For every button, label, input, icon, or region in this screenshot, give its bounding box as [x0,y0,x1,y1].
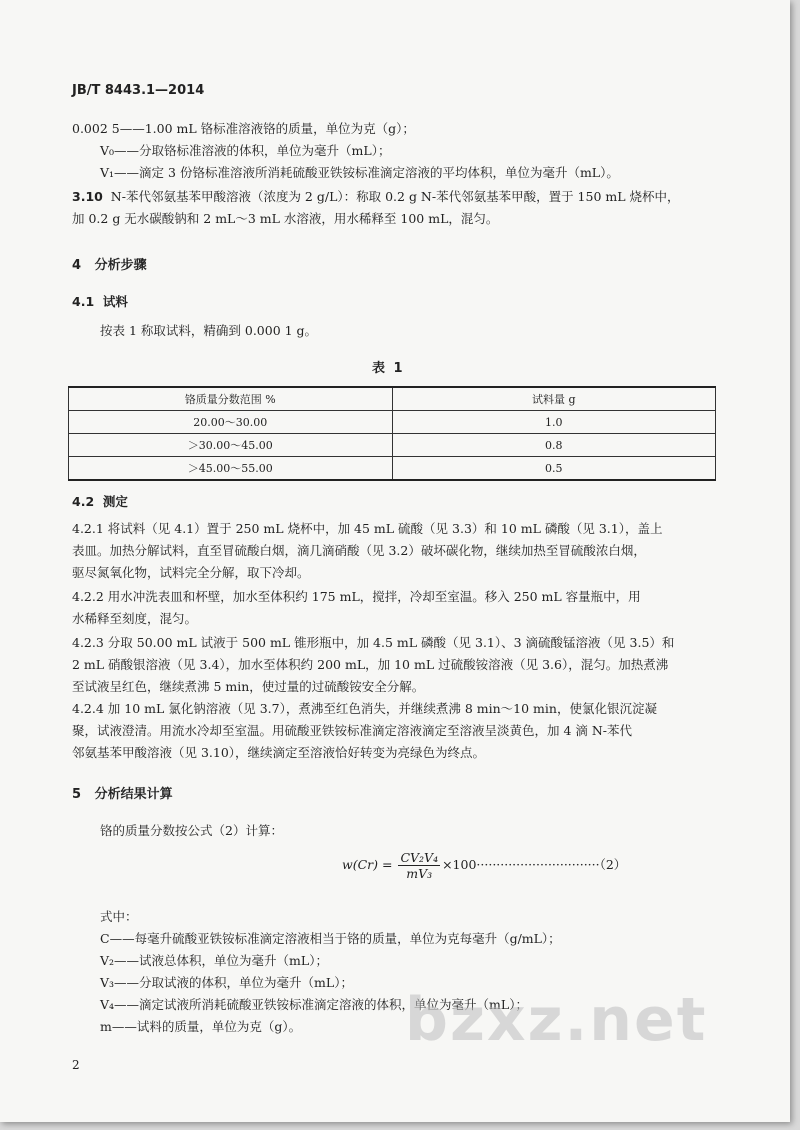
definition-line: V₀——分取铬标准溶液的体积，单位为毫升（mL）； [100,143,391,158]
section-title: 分析步骤 [94,258,147,273]
paragraph-4-2-2 [72,586,641,630]
section-number: 4 [72,258,82,273]
formula-fraction [398,850,440,881]
formula-denominator: mV₃ [406,866,433,881]
formula-rhs: ×100 [442,857,477,872]
clause-3-10-line [72,186,680,208]
paragraph-4-2-4 [72,698,657,764]
table-cell: ＞45.00～55.00 [69,457,393,481]
section-4-heading [72,254,147,273]
subsection-title: 试料 [102,294,128,309]
paragraph-line: 4.2.1 将试料（见 4.1）置于 250 mL 烧杯中，加 45 mL 硫酸（见 3.3）和 10 mL 磷酸（见 3.1），盖上 [72,521,663,536]
definition-line: V₂——试液总体积，单位为毫升（mL）； [100,953,328,968]
section-number: 5 [72,787,82,802]
paragraph-line: 4.2.2 用水冲洗表皿和杯壁，加水至体积约 175 mL，搅拌，冷却至室温。移入 250 mL 容量瓶中，用 [72,589,641,604]
paragraph-line: 4.2.4 加 10 mL 氯化钠溶液（见 3.7），煮沸至红色消失，并继续煮沸 8 min～10 min，使氯化银沉淀凝 [72,701,657,716]
page-number: 2 [72,1058,80,1072]
definition-line: 0.002 5——1.00 mL 铬标准溶液铬的质量，单位为克（g）； [72,121,415,136]
subsection-number: 4.2 [72,494,95,509]
definition-line: C——每毫升硫酸亚铁铵标准滴定溶液相当于铬的质量，单位为克每毫升（g/mL）； [100,931,561,946]
table-header-cell: 试料量 g [392,387,716,411]
formula-equation-number: （2） [599,857,627,872]
paragraph-line: 水稀释至刻度，混匀。 [72,611,198,626]
where-label: 式中： [100,909,138,924]
subsection-title: 测定 [102,494,128,509]
paragraph-line: 4.2.3 分取 50.00 mL 试液于 500 mL 锥形瓶中，加 4.5 mL 磷酸（见 3.1）、3 滴硫酸锰溶液（见 3.5）和 [72,635,675,650]
standard-number-header: JB/T 8443.1—2014 [72,83,205,98]
table-cell: 20.00～30.00 [69,411,393,434]
definition-line: m——试料的质量，单位为克（g）。 [100,1019,302,1034]
paragraph-line: 2 mL 硝酸银溶液（见 3.4），加水至体积约 200 mL，加 10 mL 过硫酸铵溶液（见 3.6），混匀。加热煮沸 [72,657,669,672]
table-cell: 0.5 [392,457,716,481]
paragraph-4-2-1 [72,518,662,584]
table-header-cell: 铬质量分数范围 % [69,387,393,411]
table-caption: 表 1 [372,361,405,376]
formula-lhs: w(Cr) = [342,857,393,872]
table-row [69,457,716,481]
definition-line: V₁——滴定 3 份铬标准溶液所消耗硫酸亚铁铵标准滴定溶液的平均体积，单位为毫升（mL）。 [100,165,619,180]
subsection-4-1-text: 按表 1 称取试料，精确到 0.000 1 g。 [100,323,318,338]
formula-numerator: CV₂V₄ [400,850,439,865]
sample-mass-table [68,386,716,481]
clause-number: 3.10 [72,189,103,204]
section-title: 分析结果计算 [94,787,173,802]
watermark: bzxz.net [405,985,708,1055]
subsection-4-1-heading [72,292,128,310]
definition-line: V₄——滴定试液所消耗硫酸亚铁铵标准滴定溶液的体积，单位为毫升（mL）； [100,997,528,1012]
clause-text: N-苯代邻氨基苯甲酸溶液（浓度为 2 g/L）：称取 0.2 g N-苯代邻氨基苯甲酸，置于 150 mL 烧杯中， [110,189,680,204]
table-row [69,411,716,434]
paragraph-line: 聚，试液澄清。用流水冷却至室温。用硫酸亚铁铵标准滴定溶液滴定至溶液呈淡黄色，加 4 滴 N-苯代 [72,723,633,738]
formula-2 [342,850,626,881]
paragraph-4-2-3 [72,632,674,698]
subsection-number: 4.1 [72,294,95,309]
table-cell: 0.8 [392,434,716,457]
paragraph-line: 邻氨基苯甲酸溶液（见 3.10），继续滴定至溶液恰好转变为亮绿色为终点。 [72,745,486,760]
section-5-text: 铬的质量分数按公式（2）计算： [100,823,283,838]
table-cell: ＞30.00～45.00 [69,434,393,457]
formula-leader-dots: ······························· [476,857,600,872]
table-cell: 1.0 [392,411,716,434]
table-row [69,434,716,457]
section-5-heading [72,783,173,802]
paragraph-line: 驱尽氮氧化物，试料完全分解，取下冷却。 [72,565,310,580]
subsection-4-2-heading [72,492,128,510]
paragraph-line: 表皿。加热分解试料，直至冒硫酸白烟，滴几滴硝酸（见 3.2）破坏碳化物，继续加热至冒硫酸浓白烟， [72,543,646,558]
definition-line: V₃——分取试液的体积，单位为毫升（mL）； [100,975,353,990]
paragraph-line: 至试液呈红色，继续煮沸 5 min，使过量的过硫酸铵安全分解。 [72,679,425,694]
clause-3-10-line: 加 0.2 g 无水碳酸钠和 2 mL～3 mL 水溶液，用水稀释至 100 mL，混匀。 [72,211,499,226]
